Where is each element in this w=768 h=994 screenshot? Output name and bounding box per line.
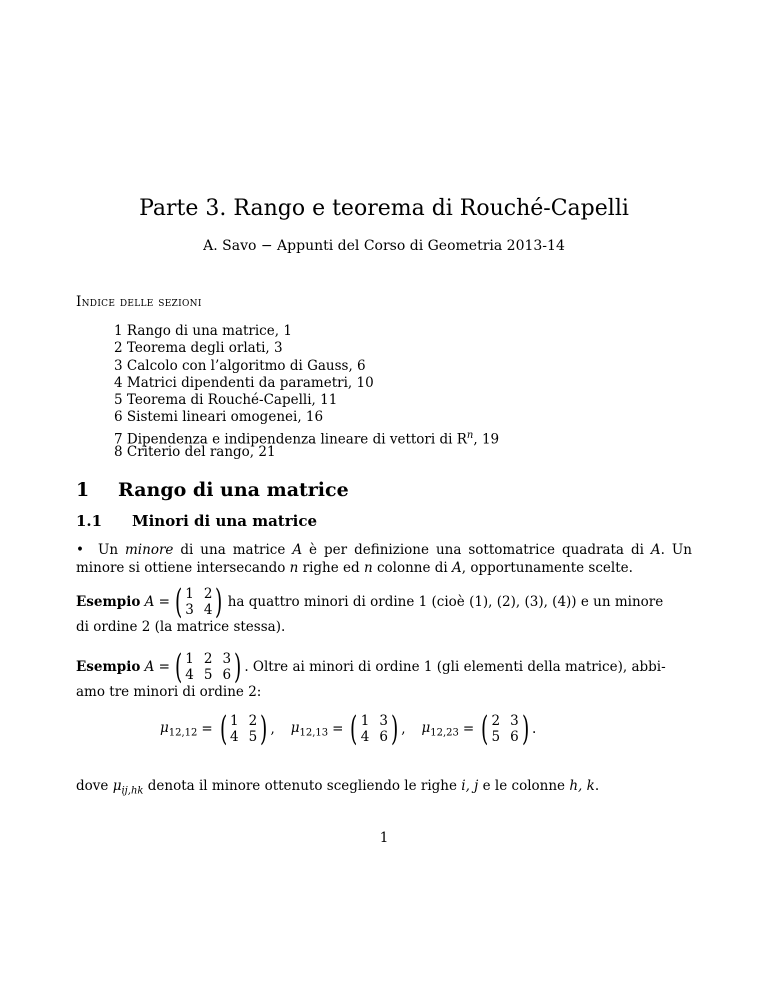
matrix: ( 2 3 5 6 ) (481, 709, 529, 749)
matrix: ( 1 3 4 6 ) (350, 709, 399, 749)
example-text: di ordine 2 (la matrice stessa). (76, 619, 286, 635)
section-heading (76, 479, 349, 501)
mu-subscript: 12,13 (299, 727, 329, 739)
toc-item[interactable] (114, 427, 500, 448)
example-2 (76, 647, 692, 700)
matrix-entry: 2 (491, 713, 501, 729)
text: . (594, 778, 600, 794)
page-number: 1 (379, 830, 389, 846)
matrix-entry: 3 (379, 713, 388, 729)
matrix-entry: 3 (510, 713, 519, 729)
minor-mu-12-12 (160, 720, 197, 739)
example-lhs: A = (144, 594, 170, 610)
math-var: i, j (461, 778, 479, 794)
mu-symbol: μ (112, 778, 122, 794)
text: denota il minore ottenuto scegliendo le righe (143, 778, 462, 794)
definition-paragraph (76, 541, 692, 577)
text: , opportunamente scelte. (461, 560, 633, 576)
math-var: A (650, 542, 661, 558)
toc-item[interactable]: 6 Sistemi lineari omogenei, 16 (114, 409, 324, 426)
example-label: Esempio (76, 659, 141, 675)
bullet: • (76, 542, 84, 558)
table-of-contents (114, 323, 499, 461)
toc-item[interactable]: 5 Teorema di Rouché-Capelli, 11 (114, 392, 338, 409)
text: dove (76, 778, 113, 794)
text: e le colonne (478, 778, 570, 794)
term-minore: minore (125, 542, 174, 558)
example-label: Esempio (76, 594, 141, 610)
matrix-entry: 2 (203, 586, 213, 602)
separator: , (401, 721, 406, 737)
example-lhs: A = (144, 659, 170, 675)
minors-display (160, 709, 537, 749)
mu-symbol: μ (160, 719, 169, 736)
equals: = (201, 721, 213, 737)
matrix-entry: 3 (222, 651, 232, 667)
mu-symbol: μ (290, 719, 300, 736)
toc-item[interactable]: 3 Calcolo con l’algoritmo di Gauss, 6 (114, 357, 366, 374)
minor-mu-12-23 (422, 720, 459, 739)
matrix-entry: 6 (379, 729, 388, 745)
matrix-entry: 1 (230, 713, 239, 729)
math-var: n (363, 560, 373, 576)
section-title: Rango di una matrice (118, 479, 349, 501)
mu-symbol: μ (421, 719, 431, 736)
math-var: h, k (569, 778, 595, 794)
matrix-entry: 4 (360, 729, 370, 745)
text: . Un minore si ottiene intersecando (76, 542, 692, 576)
math-var: n (289, 560, 299, 576)
text: di una matrice (173, 542, 293, 558)
matrix-entry: 2 (248, 713, 258, 729)
toc-item[interactable]: 8 Criterio del rango, 21 (114, 444, 276, 461)
matrix-entry: 6 (222, 667, 232, 683)
minor-mu-12-13 (291, 720, 328, 739)
matrix-entry: 4 (203, 602, 213, 618)
mu-subscript: 12,12 (168, 727, 198, 739)
math-var: A (452, 560, 462, 576)
section-number: 1 (76, 479, 90, 501)
text: colonne di (372, 560, 453, 576)
matrix: ( 1 2 4 5 ) (219, 709, 268, 749)
mu-subscript: 12,23 (430, 727, 459, 739)
separator: . (531, 721, 537, 737)
math-var: A (292, 542, 303, 558)
toc-item-page: , 19 (473, 431, 500, 448)
subsection-heading (76, 512, 317, 530)
dove-paragraph (76, 778, 599, 797)
text: è per definizione una sottomatrice quadrata di (302, 542, 651, 558)
subsection-number: 1.1 (76, 512, 103, 530)
toc-item[interactable]: 4 Matrici dipendenti da parametri, 10 (114, 374, 374, 391)
toc-item-text: 7 Dipendenza e indipendenza lineare di vettori di R (114, 431, 467, 448)
separator: , (270, 721, 275, 737)
toc-item-sup: n (466, 429, 474, 441)
example-1 (76, 582, 692, 635)
text: righe ed (298, 560, 364, 576)
toc-item[interactable]: 2 Teorema degli orlati, 3 (114, 340, 283, 357)
matrix: ( 1 2 3 4 5 6 ) (174, 647, 242, 687)
matrix-entry: 5 (203, 667, 213, 683)
toc-item[interactable]: 1 Rango di una matrice, 1 (114, 323, 292, 339)
toc-heading: Indice delle sezioni (76, 294, 202, 310)
equals: = (332, 721, 344, 737)
matrix-entry: 6 (510, 729, 519, 745)
matrix-entry: 2 (203, 651, 213, 667)
example-text: . Oltre ai minori di ordine 1 (gli elementi della matrice), abbi- (244, 659, 666, 675)
matrix-entry: 4 (230, 729, 239, 745)
matrix-entry: 3 (185, 602, 194, 618)
matrix-entry: 5 (491, 729, 501, 745)
matrix-entry: 1 (360, 713, 370, 729)
matrix: ( 1 2 3 4 ) (174, 582, 223, 622)
subsection-title: Minori di una matrice (132, 512, 317, 530)
page-title: Parte 3. Rango e teorema di Rouché-Capelli (139, 196, 629, 221)
matrix-entry: 5 (248, 729, 258, 745)
text: Un (97, 542, 125, 558)
mu-subscript: ij,hk (121, 785, 144, 797)
equals: = (462, 721, 475, 737)
matrix-entry: 4 (185, 667, 194, 683)
author-line: A. Savo − Appunti del Corso di Geometria 2013-14 (203, 238, 565, 254)
matrix-entry: 1 (185, 651, 194, 667)
example-text: ha quattro minori di ordine 1 (cioè (1), (2), (3), (4)) e un minore (227, 594, 664, 610)
example-text: amo tre minori di ordine 2: (76, 684, 262, 700)
matrix-entry: 1 (185, 586, 194, 602)
